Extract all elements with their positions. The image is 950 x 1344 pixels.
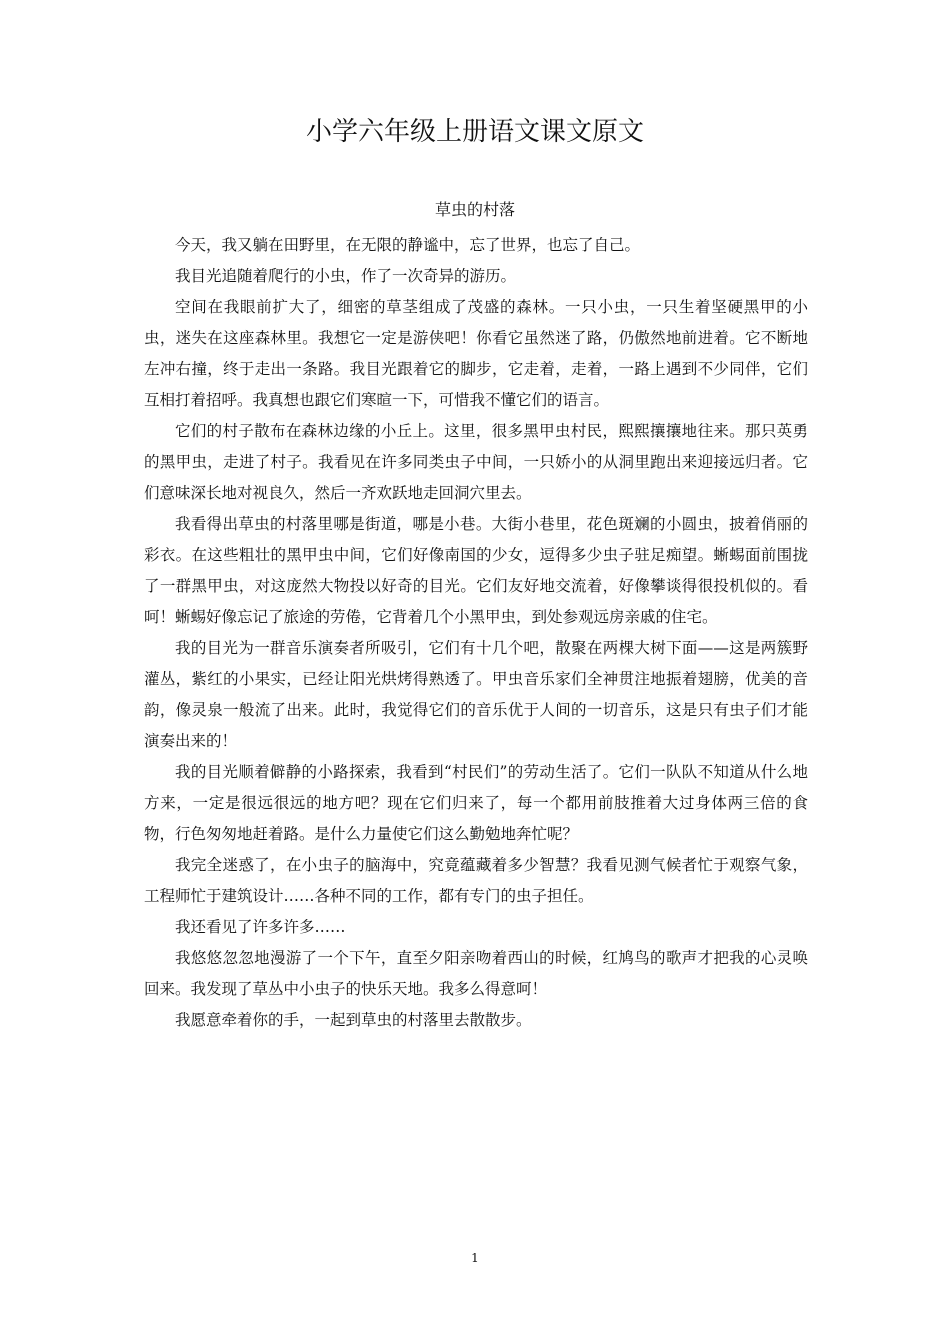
paragraph: 我目光追随着爬行的小虫，作了一次奇异的游历。 [175,267,517,285]
section-title: 草虫的村落 [434,200,515,219]
paragraph: 我完全迷惑了，在小虫子的脑海中，究竟蕴藏着多少智慧？我看见测气候者忙于观察气象，工程师忙于建筑设计……各种不同的工作，都有专门的虫子担任。 [144,856,808,905]
paragraph: 我还看见了许多许多…… [175,918,346,936]
article-body [144,230,808,1036]
page-number: 1 [471,1251,479,1265]
paragraph: 我的目光为一群音乐演奏者所吸引，它们有十几个吧，散聚在两棵大树下面——这是两簇野灌丛，紫红的小果实，已经让阳光烘烤得熟透了。甲虫音乐家们全神贯注地振着翅膀，优美的音韵，像灵泉一般流了出来。此时，我觉得它们的音乐优于人间的一切音乐，这是只有虫子们才能演奏出来的！ [144,639,808,750]
paragraph: 我悠悠忽忽地漫游了一个下午，直至夕阳亲吻着西山的时候，红鸠鸟的歌声才把我的心灵唤回来。我发现了草丛中小虫子的快乐天地。我多么得意呵！ [144,949,808,998]
paragraph: 我愿意牵着你的手，一起到草虫的村落里去散散步。 [175,1011,532,1029]
paragraph: 它们的村子散布在森林边缘的小丘上。这里，很多黑甲虫村民，熙熙攘攘地往来。那只英勇的黑甲虫，走进了村子。我看见在许多同类虫子中间，一只娇小的从洞里跑出来迎接远归者。它们意味深长地对视良久，然后一齐欢跃地走回洞穴里去。 [144,422,808,502]
paragraph: 空间在我眼前扩大了，细密的草茎组成了茂盛的森林。一只小虫，一只生着坚硬黑甲的小虫，迷失在这座森林里。我想它一定是游侠吧！你看它虽然迷了路，仍傲然地前进着。它不断地左冲右撞，终于走出一条路。我目光跟着它的脚步，它走着，走着，一路上遇到不少同伴，它们互相打着招呼。我真想也跟它们寒暄一下，可惜我不懂它们的语言。 [144,298,808,409]
document-title: 小学六年级上册语文课文原文 [305,117,644,147]
paragraph: 今天，我又躺在田野里，在无限的静谧中，忘了世界，也忘了自己。 [175,236,641,254]
paragraph: 我的目光顺着僻静的小路探索，我看到“村民们”的劳动生活了。它们一队队不知道从什么地方来，一定是很远很远的地方吧？现在它们归来了，每一个都用前肢推着大过身体两三倍的食物，行色匆匆地赶着路。是什么力量使它们这么勤勉地奔忙呢？ [144,763,808,843]
paragraph: 我看得出草虫的村落里哪是街道，哪是小巷。大街小巷里，花色斑斓的小圆虫，披着俏丽的彩衣。在这些粗壮的黑甲虫中间，它们好像南国的少女，逗得多少虫子驻足痴望。蜥蜴面前围拢了一群黑甲虫，对这庞然大物投以好奇的目光。它们友好地交流着，好像攀谈得很投机似的。看呵！蜥蜴好像忘记了旅途的劳倦，它背着几个小黑甲虫，到处参观远房亲戚的住宅。 [144,515,808,626]
